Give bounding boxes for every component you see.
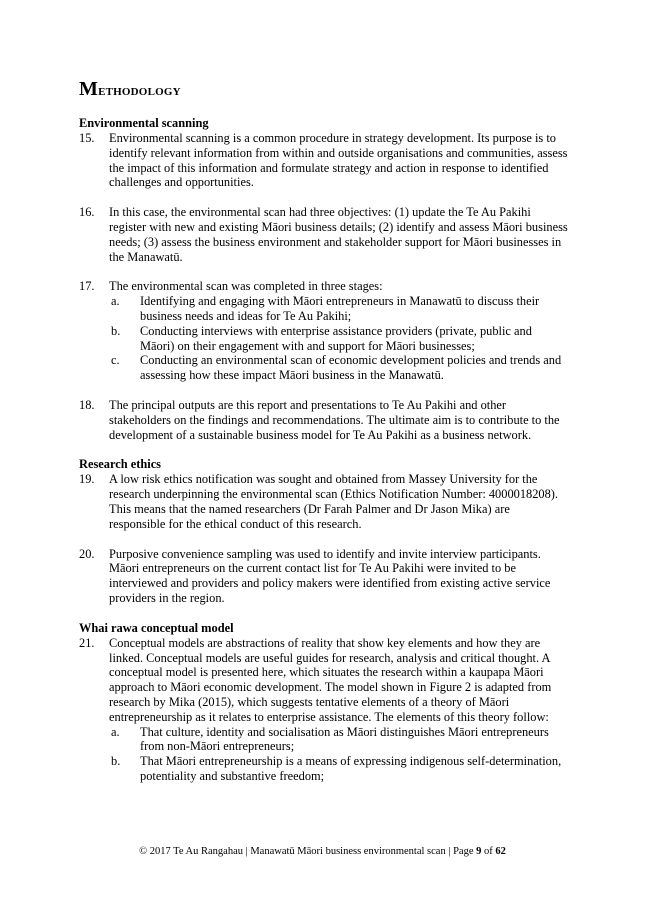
paragraph-number: 20. (79, 546, 95, 561)
section-heading-whai-rawa: Whai rawa conceptual model (79, 620, 234, 635)
list-text: That Māori entrepreneurship is a means of expressing indigenous self-determination, potentiality and substantive freedom; (140, 754, 562, 783)
footer-of: of (481, 846, 496, 857)
paragraph-text: Purposive convenience sampling was used to identify and invite interview participants. Māori entrepreneurs on the current contact list for Te Au Pakihi were invited to be interviewed and providers and policy makers were identified from existing active service providers in the region. (109, 546, 551, 605)
section-heading-environmental-scanning: Environmental scanning (79, 116, 209, 130)
list-item (109, 353, 569, 383)
title-rest: ethodology (98, 83, 181, 99)
paragraph-18 (79, 398, 569, 442)
list-text: Identifying and engaging with Māori entrepreneurs in Manawatū to discuss their business needs and ideas for Te Au Pakihi; (140, 294, 540, 323)
paragraph-number: 17. (79, 279, 95, 294)
list-item (109, 754, 569, 784)
paragraph-text: The principal outputs are this report and presentations to Te Au Pakihi and other stakeholders on the findings and recommendations. The ultimate aim is to contribute to the development of a sustainable business model for Te Au Pakihi as a business network. (109, 397, 560, 442)
list-letter: b. (111, 754, 121, 769)
paragraph-text: Environmental scanning is a common procedure in strategy development. Its purpose is to identify relevant information from within and outside organisations and communities, assess the impact of this information and formulate strategy and action in response to identified challenges and opportunities. (109, 131, 568, 190)
paragraph-number: 16. (79, 205, 95, 220)
paragraph-number: 19. (79, 472, 95, 487)
list-letter: b. (111, 323, 121, 338)
page-title (79, 78, 569, 101)
page-content (79, 78, 569, 784)
list-text: That culture, identity and socialisation as Māori distinguishes Māori entrepreneurs from non-Māori entrepreneurs; (140, 724, 549, 754)
list-item (109, 324, 569, 354)
footer-page-total: 62 (495, 846, 506, 857)
list-item (109, 725, 569, 755)
paragraph-15 (79, 131, 569, 190)
paragraph-20 (79, 547, 569, 606)
paragraph-text: In this case, the environmental scan had three objectives: (1) update the Te Au Pakihi register with new and existing Māori business details; (2) identify and assess Māori business needs; (3) assess the business environment and stakeholder support for Māori businesses in the Manawatū. (109, 205, 568, 264)
paragraph-21 (79, 636, 569, 784)
paragraph-text: A low risk ethics notification was sought and obtained from Massey University for the research underpinning the environmental scan (Ethics Notification Number: 4000018208). This means that the named researchers (Dr Farah Palmer and Dr Jason Mika) are responsible for the ethical conduct of this research. (109, 472, 559, 531)
list-letter: a. (111, 294, 120, 309)
list-text: Conducting interviews with enterprise assistance providers (private, public and Māori) on their engagement with and support for Māori businesses; (140, 323, 532, 353)
paragraph-16 (79, 205, 569, 264)
paragraph-19 (79, 472, 569, 531)
paragraph-17 (79, 279, 569, 383)
list-item (109, 294, 569, 324)
paragraph-text: The environmental scan was completed in three stages: (109, 279, 383, 294)
section-heading-research-ethics: Research ethics (79, 457, 162, 472)
footer-page-number: 9 (476, 846, 482, 857)
paragraph-number: 18. (79, 397, 95, 412)
list-text: Conducting an environmental scan of economic development policies and trends and assessing how these impact Māori business in the Manawatū. (140, 353, 562, 383)
page-footer (0, 846, 645, 857)
paragraph-number: 15. (79, 131, 95, 145)
list-letter: c. (111, 353, 120, 368)
title-initial: M (79, 78, 99, 100)
paragraph-number: 21. (79, 635, 95, 650)
footer-text: © 2017 Te Au Rangahau | Manawatū Māori business environmental scan | Page (139, 846, 477, 857)
list-letter: a. (111, 724, 120, 739)
paragraph-text: Conceptual models are abstractions of reality that show key elements and how they are linked. Conceptual models are useful guides for research, analysis and critical thought. A conceptual model is presented here, which situates the research within a kaupapa Māori approach to Māori economic development. The model shown in Figure 2 is adapted from research by Mika (2015), which suggests tentative elements of a theory of Māori entrepreneurship as it relates to enterprise assistance. The elements of this theory follow: (109, 635, 552, 724)
